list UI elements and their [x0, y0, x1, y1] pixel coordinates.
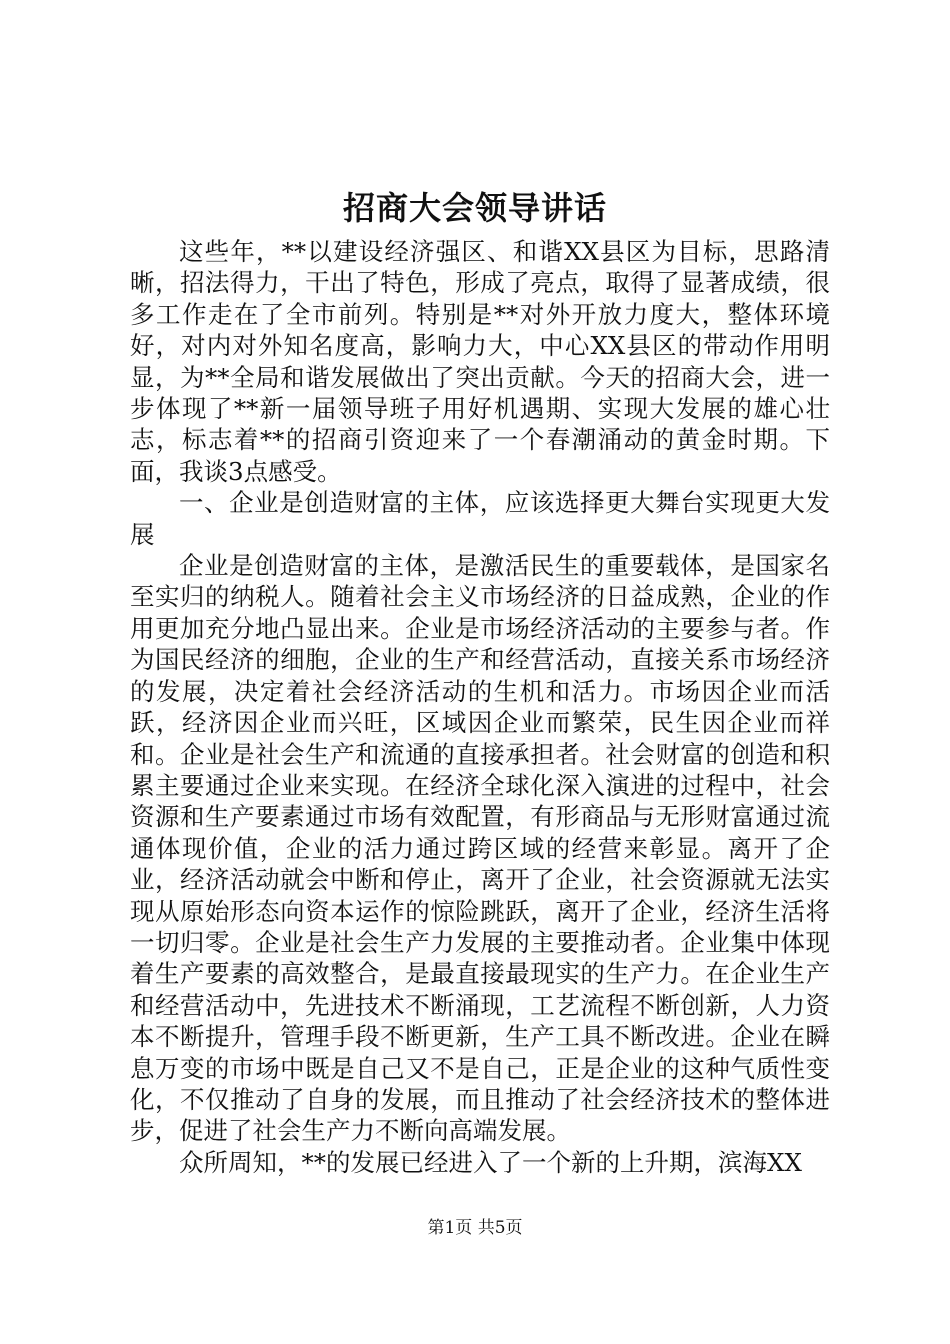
- paragraph-intro: 这些年，**以建设经济强区、和谐XX县区为目标，思路清晰，招法得力，干出了特色，形成了亮点，取得了显著成绩，很多工作走在了全市前列。特别是**对外开放力度大，整体环境好，对内对外知名度高，影响力大，中心XX县区的带动作用明显，为**全局和谐发展做出了突出贡献。今天的招商大会，进一步体现了**新一届领导班子用好机遇期、实现大发展的雄心壮志，标志着**的招商引资迎来了一个春潮涌动的黄金时期。下面，我谈3点感受。: [130, 237, 830, 486]
- page-number-footer: 第1页 共5页: [427, 1218, 523, 1238]
- paragraph-development: 众所周知，**的发展已经进入了一个新的上升期，滨海XX: [179, 1147, 802, 1177]
- paragraph-enterprise: 企业是创造财富的主体，是激活民生的重要载体，是国家名至实归的纳税人。随着社会主义市场经济的日益成熟，企业的作用更加充分地凸显出来。企业是市场经济活动的主要参与者。作为国民经济的细胞，企业的生产和经营活动，直接关系市场经济的发展，决定着社会经济活动的生机和活力。市场因企业而活跃，经济因企业而兴旺，区域因企业而繁荣，民生因企业而祥和。企业是社会生产和流通的直接承担者。社会财富的创造和积累主要通过企业来实现。在经济全球化深入演进的过程中，社会资源和生产要素通过市场有效配置，有形商品与无形财富通过流通体现价值，企业的活力通过跨区域的经营来彰显。离开了企业，经济活动就会中断和停止，离开了企业，社会资源就无法实现从原始形态向资本运作的惊险跳跃，离开了企业，经济生活将一切归零。企业是社会生产力发展的主要推动者。企业集中体现着生产要素的高效整合，是最直接最现实的生产力。在企业生产和经营活动中，先进技术不断涌现，工艺流程不断创新，人力资本不断提升，管理手段不断更新，生产工具不断改进。企业在瞬息万变的市场中既是自己又不是自己，正是企业的这种气质性变化，不仅推动了自身的发展，而且推动了社会经济技术的整体进步，促进了社会生产力不断向高端发展。: [130, 551, 830, 1146]
- document-body: [130, 236, 830, 1178]
- document-title: 招商大会领导讲话: [342, 189, 607, 227]
- section-heading-1: 一、企业是创造财富的主体，应该选择更大舞台实现更大发展: [130, 488, 830, 549]
